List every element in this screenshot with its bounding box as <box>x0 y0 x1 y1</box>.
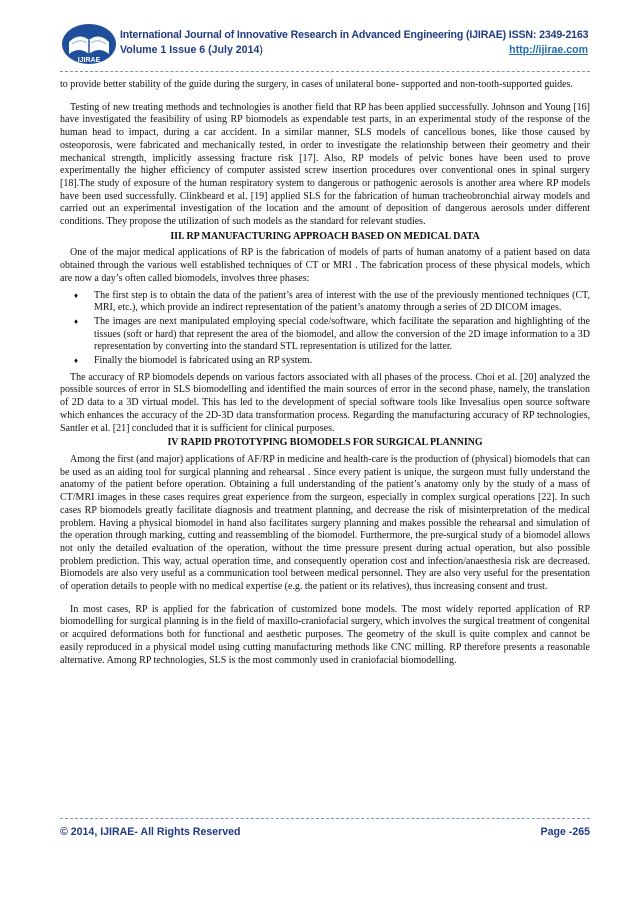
footer-divider <box>60 818 590 819</box>
journal-logo-icon <box>60 20 118 66</box>
section-3-heading: III. RP MANUFACTURING APPROACH BASED ON MEDICAL DATA <box>170 230 480 242</box>
header-divider <box>60 71 590 72</box>
journal-url-link[interactable]: http://ijirae.com <box>509 44 588 56</box>
list-item <box>60 290 590 315</box>
copyright: © 2014, IJIRAE- All Rights Reserved <box>60 826 241 838</box>
diamond-bullet-icon: ♦ <box>74 316 79 326</box>
section-4-heading: IV RAPID PROTOTYPING BIOMODELS FOR SURGICAL PLANNING <box>167 437 483 449</box>
list-item-text: The images are next manipulated employing special code/software, which facilitate the separation and highlighting of the tissues (soft or hard) that represent the area of the biomodel, and allow the conversion of the 2D image information to a 3D representation by converting into the standard STL representation is utilized for the latter. <box>94 315 590 353</box>
paragraph-5: Among the first (and major) applications of AF/RP in medicine and health-care is the production of (physical) biomodels that can be used as an aiding tool for surgical planning and rehearsal . Since every patient is unique, the surgeon must fully understand the anatomy of the patient before operation. Obtaining a full understanding of the patient’s anatomy only by the study of a mass of CT/MRI images in these cases requires great experience from the surgeon, especially in complex surgical operations [22]. In such cases RP biomodels greatly facilitate diagnosis and treatment planning, and decrease the risk of misinterpretation of the medical problem. Having a physical biomodel in hand also facilitates surgery planning and makes possible the rehearsal and simulation of the operation through marking, cutting and reassembling of the biomodel. Furthermore, the pre-surgical study of a biomodel allows not only the detailed evaluation of the operation, without the time pressure present during actual operation, but also possible problem prediction. This way, actual operation time, and consequently operation cost and infection/anaesthesia risk are decreased. Biomodels are also very useful as a communication tool between medical personnel. They are also very useful for the presentation of operation details to people with no medical expertise (e.g. the patient or its relatives), thus increasing consent and trust. <box>60 453 590 593</box>
list-item <box>60 316 590 354</box>
issn: ISSN: 2349-2163 <box>508 29 589 41</box>
diamond-bullet-icon: ♦ <box>74 356 79 366</box>
list-item-text: The first step is to obtain the data of the patient’s area of interest with the use of the previously mentioned techniques (CT, MRI, etc.), which provide an indirect representation of the patient’s anatomy through a series of 2D DICOM images. <box>94 289 590 314</box>
volume-issue-close: ) <box>259 44 263 56</box>
article-body <box>60 79 590 667</box>
phase-list <box>60 290 590 368</box>
page-number: Page -265 <box>540 826 590 838</box>
list-item <box>60 355 590 368</box>
volume-issue-line <box>120 44 263 56</box>
paragraph-6: In most cases, RP is applied for the fabrication of customized bone models. The most widely reported application of RP biomodelling for surgical planning is in the field of maxillo-craniofacial surgery, which involves the surgical treatment of congenital or acquired deformations both for functional and aesthetic purposes. The geometry of the skull is quite complex and cannot be easily reproduced in a physical model using cutting manufacturing methods like CNC milling. RP therefore presents a reasonable alternative. Among RP technologies, SLS is the most commonly used in craniofacial biomodelling. <box>60 603 590 666</box>
paragraph-3: One of the major medical applications of RP is the fabrication of models of parts of human anatomy of a patient based on data obtained through the various well established techniques of CT or MRI . The fabrication process of these physical models, which are now a day’s often called biomodels, involves three phases: <box>60 247 590 284</box>
journal-title-line <box>120 29 588 41</box>
journal-header <box>60 20 590 72</box>
paragraph-1: to provide better stability of the guide during the surgery, in cases of unilateral bone- supported and non-tooth-supported guides. <box>60 79 573 90</box>
paragraph-2: Testing of new treating methods and technologies is another field that RP has been applied successfully. Johnson and Young [16] have investigated the feasibility of using RP biomodels as expendable test parts, in an experimental study of the response of the human head to impact, during a car accident. In a similar manner, SLS models of cancellous bones, like those caused by osteoporosis, were fabricated and mechanically tested, in order to investigate the relationship between their geometry and their mechanical strength, implicitly assessing fracture risk [17]. Also, RP models of pelvic bones have been used to prove experimentally the higher efficiency of computer assisted screw insertion procedures over conventional ones in spinal surgery [18].The study of exposure of the human respiratory system to dangerous or pathogenic aerosols is another area where RP models have been used successfully. Clinkbeard et al. [19] applied SLS for the fabrication of human tracheobronchial airway models and carried out an experimental investigation of the location and the amount of deposition of dangerous aerosols under different conditions. They propose the utilization of such models as the standard for relevant studies. <box>60 101 590 228</box>
volume-issue: Volume 1 Issue 6 (July 2014 <box>120 44 260 56</box>
paragraph-4: The accuracy of RP biomodels depends on various factors associated with all phases of the process. Choi et al. [20] analyzed the possible sources of error in SLS biomodelling and identified the main sources of error in the second phase, namely, the translation of 2D data to a 3D virtual model. This has led to the development of special software tools like Invesalius open source software which enhances the accuracy of the 2D-3D data transformation process. Regarding the manufacturing accuracy of RP technologies, Santler et al. [21] concluded that it is sufficient for clinical purposes. <box>60 371 590 434</box>
journal-title: International Journal of Innovative Research in Advanced Engineering (IJIRAE) <box>120 29 506 41</box>
list-item-text: Finally the biomodel is fabricated using an RP system. <box>94 355 313 367</box>
diamond-bullet-icon: ♦ <box>74 290 79 300</box>
logo-text: IJIRAE <box>77 57 101 64</box>
